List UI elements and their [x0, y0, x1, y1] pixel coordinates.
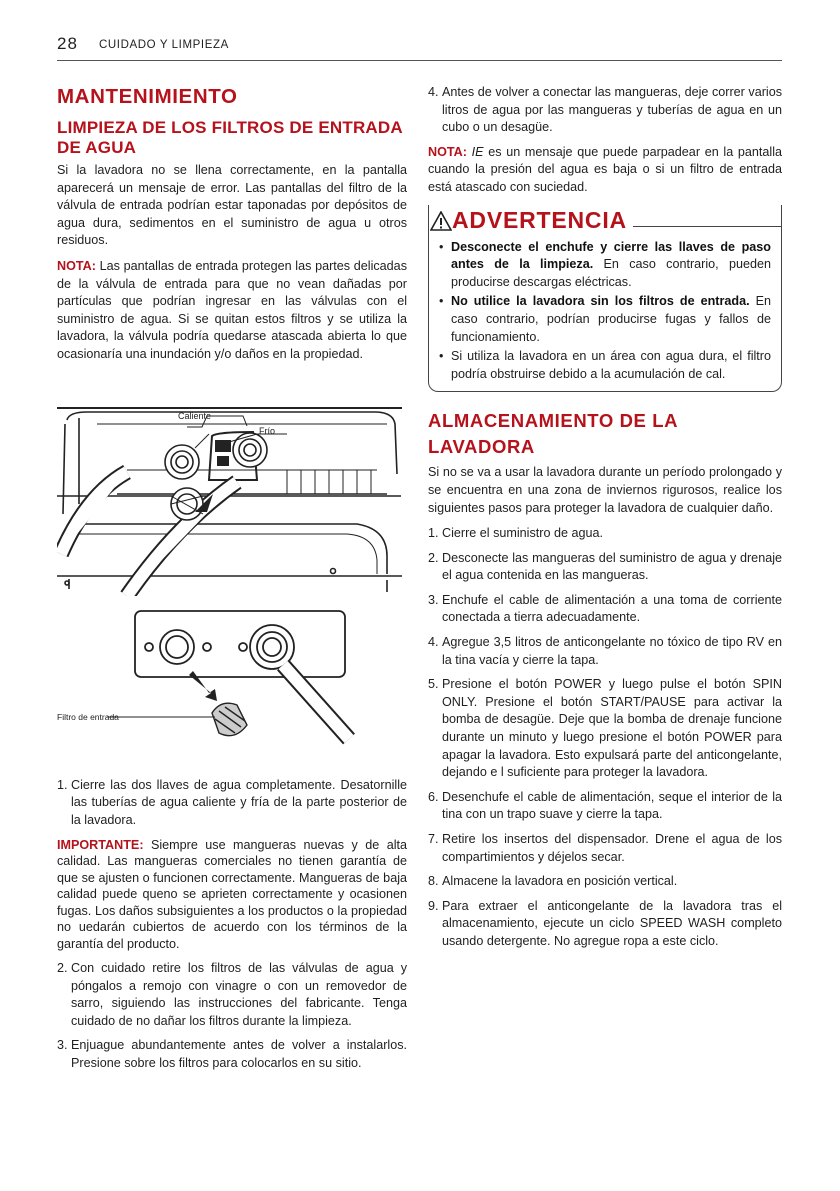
- list-item: 1. Cierre las dos llaves de agua completamente. Desatornille las tuberías de agua caliente y fría de la parte posterior de la lavadora.: [57, 777, 407, 827]
- note-ie-paragraph: [428, 144, 782, 197]
- list-item: 4. Antes de volver a conectar las mangueras, deje correr varios litros de agua por las mangueras y tuberías de agua en un cubo o un desagüe.: [428, 85, 782, 135]
- hot-label: Caliente: [178, 410, 212, 421]
- list-item: 2. Con cuidado retire los filtros de las válvulas de agua y póngalos a remojo con vinagre o con un removedor de sarro, siguiendo las instrucciones del fabricante. Tenga cuidado de no dañar los filtros durante la limpieza.: [57, 961, 407, 1028]
- list-item: 7. Retire los insertos del dispensador. Drene el agua de los compartimientos y déjelos secar.: [428, 832, 782, 864]
- important-paragraph: [57, 837, 407, 953]
- valve-illustration: [57, 384, 407, 596]
- filter-illustration: [57, 607, 407, 757]
- list-item: 2. Desconecte las mangueras del suministro de agua y drenaje el agua contenida en las mangueras.: [428, 550, 782, 583]
- list-item: 3. Enjuague abundantemente antes de volver a instalarlos. Presione sobre los filtros para colocarlos en su sitio.: [57, 1038, 407, 1070]
- note-label: NOTA:: [57, 258, 96, 273]
- warning-title: ADVERTENCIA: [452, 206, 627, 233]
- warning-box: [428, 205, 782, 393]
- list-item: 6. Desenchufe el cable de alimentación, seque el interior de la tina con un trapo suave y cierre la tapa.: [428, 789, 782, 822]
- note-paragraph: [57, 258, 407, 364]
- left-column: [57, 84, 407, 1080]
- important-text: Siempre use mangueras nuevas y de alta calidad. Las mangueras comerciales no tienen garantía de que se ajusten o funcionen correctamente. Mangueras de baja calidad puede queno se aprieten correctamente y ocasionen fugas. Los daños subsiguientes a los productos o la propiedad no uedarán cubiertos de acuerdo con los términos de la garantía del producto.: [57, 837, 407, 951]
- note-label: NOTA:: [428, 144, 467, 159]
- left-steps-a: [57, 777, 407, 830]
- warning-item: • Desconecte el enchufe y cierre las llaves de paso antes de la limpieza. En caso contrario, pueden producirse descargas eléctricas.: [439, 239, 771, 289]
- note-text: Las pantallas de entrada protegen las partes delicadas de la válvula de entrada para que no vean dañadas por partículas que podrían ingresar en las válvulas con el suministro de agua. Si se quitan estos filtros y se utiliza la lavadora, la válvula podría quedarse atascada abierta lo que ocasionaría una inundación y/o daños en la propiedad.: [57, 258, 407, 361]
- storage-steps: [428, 525, 782, 950]
- list-item: 1. Cierre el suministro de agua.: [428, 526, 603, 541]
- error-code: IE: [471, 144, 484, 159]
- storage-title: ALMACENAMIENTO DE LA LAVADORA: [428, 410, 678, 458]
- page-header: [57, 34, 782, 61]
- section-title: CUIDADO Y LIMPIEZA: [99, 39, 229, 51]
- subtitle: LIMPIEZA DE LOS FILTROS DE ENTRADA DE AGUA: [57, 118, 403, 157]
- right-column: [428, 84, 782, 958]
- warning-item: • No utilice la lavadora sin los filtros de entrada. En caso contrario, podrían producirse fugas y fallos de funcionamiento.: [439, 294, 772, 344]
- filter-label: Filtro de entrada: [57, 712, 119, 723]
- main-title: MANTENIMIENTO: [57, 85, 238, 108]
- page-number: 28: [57, 34, 78, 53]
- intro-paragraph: Si la lavadora no se llena correctamente, en la pantalla aparecerá un mensaje de error. Las pantallas del filtro de la válvula de entrada podrían estar taponadas por depósitos de agua dura, sedimentos en el suministro de agua u otros residuos.: [57, 163, 407, 248]
- cold-label: Frío: [259, 425, 276, 436]
- list-item: 3. Enchufe el cable de alimentación a una toma de corriente conectada a tierra adecuadamente.: [428, 592, 782, 625]
- storage-intro: Si no se va a usar la lavadora durante un período prolongado y se encuentra en una zona de inviernos rigurosos, realice los siguientes pasos para proteger la lavadora de cualquier daño.: [428, 465, 782, 515]
- note-text: es un mensaje que puede parpadear en la pantalla cuando la presión del agua es baja o si un filtro de entrada está atascado con suciedad.: [428, 144, 782, 194]
- warning-triangle-icon: [430, 211, 452, 231]
- list-item: 4. Agregue 3,5 litros de anticongelante no tóxico de tipo RV en la tina vacía y cierre la tapa.: [428, 635, 782, 667]
- warning-item: • Si utiliza la lavadora en un área con agua dura, el filtro podría obstruirse debido a la acumulación de cal.: [439, 349, 771, 381]
- warning-list: [439, 239, 771, 384]
- important-label: IMPORTANTE:: [57, 837, 144, 852]
- left-steps-b: [57, 960, 407, 1073]
- list-item: 8. Almacene la lavadora en posición vertical.: [428, 874, 678, 889]
- list-item: 5. Presione el botón POWER y luego pulse el botón SPIN ONLY. Presione el botón START/PAUSE para activar la bomba de desagüe. Deje que la bomba de drenaje funcione durante un minuto y luego presione el botón POWER para apagar la lavadora. Esto expulsará parte del anticongelante, dejando e l suficiente para proteger la lavadora.: [428, 677, 782, 780]
- list-item: 9. Para extraer el anticongelante de la lavadora tras el almacenamiento, ejecute un ciclo SPEED WASH completo usando detergente. No agregue ropa a este ciclo.: [428, 898, 782, 948]
- right-steps-a: [428, 84, 782, 137]
